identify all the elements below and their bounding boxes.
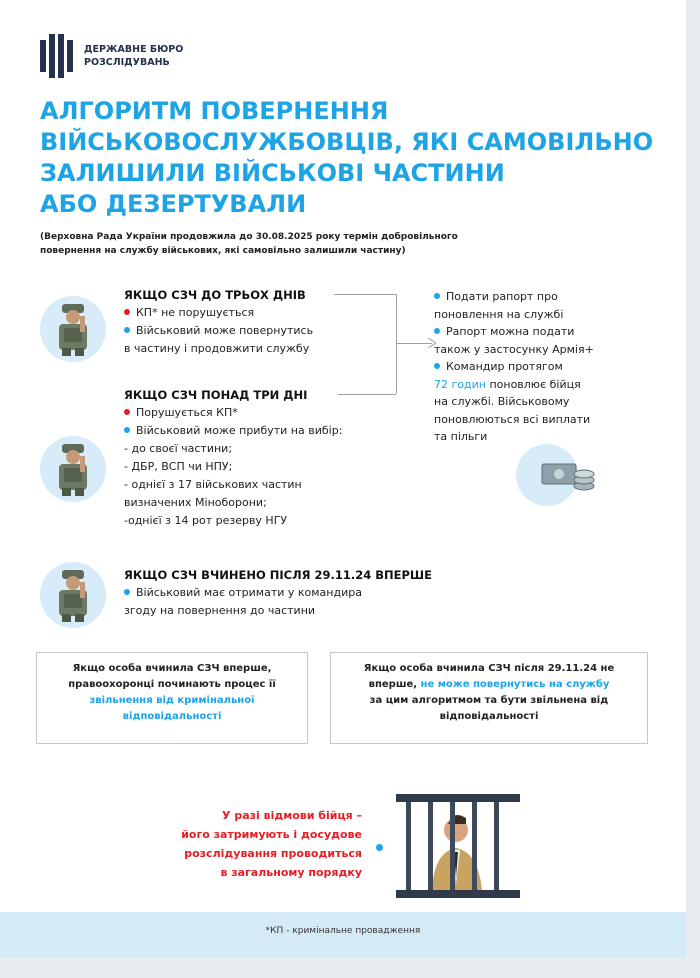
repeat-box-highlight: не може повернутись на службу xyxy=(420,679,610,690)
case3-item-1-cont: згоду на повернення до частини xyxy=(124,604,316,617)
page-title xyxy=(40,96,654,220)
procedure-step-3 xyxy=(434,358,656,376)
procedure-step-1 xyxy=(434,288,656,306)
case2-option-1: - до своєї частини; xyxy=(124,442,233,455)
subtitle-line-1: (Верховна Рада України продовжила до 30.08.2025 року термін добровільного xyxy=(40,232,458,242)
first-time-box-line-2: правоохоронці починають процес її xyxy=(68,679,276,690)
procedure-step-1-cont: поновлення на службі xyxy=(434,307,564,321)
title-line-1: АЛГОРИТМ ПОВЕРНЕННЯ xyxy=(40,97,389,125)
procedure-step-2-cont: також у застосунку Армія+ xyxy=(434,342,594,356)
case1-item-2 xyxy=(124,322,394,340)
blue-bullet-icon xyxy=(376,844,383,851)
brand-line-1: ДЕРЖАВНЕ БЮРО xyxy=(84,44,184,55)
procedure-step-3-line-5: та пільги xyxy=(434,430,488,443)
procedure-step-3-text: Командир протягом xyxy=(446,360,563,373)
case1-heading: ЯКЩО СЗЧ ДО ТРЬОХ ДНІВ xyxy=(124,288,306,302)
case2-item-2 xyxy=(124,422,424,440)
first-time-box-highlight-1: звільнення від кримінальної xyxy=(89,695,255,706)
first-time-box-line-1: Якщо особа вчинила СЗЧ вперше, xyxy=(72,663,272,674)
blue-bullet-icon xyxy=(434,328,440,334)
footer xyxy=(0,912,686,958)
blue-bullet-icon xyxy=(124,589,130,595)
soldier-icon xyxy=(40,436,106,502)
repeat-box-line-2 xyxy=(341,677,637,693)
procedure-step-1-text: Подати рапорт про xyxy=(446,290,558,303)
title-line-2: ВІЙСЬКОВОСЛУЖБОВЦІВ, ЯКІ САМОВІЛЬНО xyxy=(40,128,654,156)
procedure-step-3-line-2 xyxy=(434,376,656,394)
case3-item-1-text: Військовий має отримати у командира xyxy=(136,586,362,599)
blue-bullet-icon xyxy=(434,363,440,369)
case-over-three-days xyxy=(124,386,424,530)
case1-item-1 xyxy=(124,304,394,322)
refusal-line-1: У разі відмови бійця – xyxy=(222,809,362,822)
title-line-3: ЗАЛИШИЛИ ВІЙСЬКОВІ ЧАСТИНИ xyxy=(40,159,505,187)
connector-arrow xyxy=(396,343,432,344)
title-line-4: АБО ДЕЗЕРТУВАЛИ xyxy=(40,190,307,218)
blue-bullet-icon xyxy=(124,427,130,433)
case-under-three-days xyxy=(124,286,394,358)
blue-bullet-icon xyxy=(434,293,440,299)
return-procedure xyxy=(434,288,656,446)
case2-option-2: - ДБР, ВСП чи НПУ; xyxy=(124,460,233,473)
red-bullet-icon xyxy=(124,309,130,315)
case-after-date-first-time xyxy=(124,566,484,620)
case2-option-3-cont: визначених Міноборони; xyxy=(124,496,267,509)
soldier-icon xyxy=(40,296,106,362)
hours-highlight: 72 годин xyxy=(434,377,486,391)
procedure-step-3-line-4: поновлюються всі виплати xyxy=(434,412,591,426)
repeat-box-line-4: відповідальності xyxy=(439,711,539,722)
soldier-icon xyxy=(40,562,106,628)
blue-bullet-icon xyxy=(124,327,130,333)
refusal-line-4: в загальному порядку xyxy=(220,866,362,879)
case1-item-2-cont: в частину і продовжити службу xyxy=(124,342,310,355)
procedure-step-2 xyxy=(434,323,656,341)
case3-heading: ЯКЩО СЗЧ ВЧИНЕНО ПІСЛЯ 29.11.24 ВПЕРШЕ xyxy=(124,568,432,582)
subtitle-line-2: повернення на службу військових, які самовільно залишили частину) xyxy=(40,246,406,256)
procedure-step-3-line-2-text: поновлює бійця xyxy=(485,377,581,391)
connector-line xyxy=(396,294,397,394)
dbr-logo-icon xyxy=(40,34,74,78)
case2-item-1 xyxy=(124,404,424,422)
repeat-box-line-1: Якщо особа вчинила СЗЧ після 29.11.24 не xyxy=(363,663,615,674)
money-icon xyxy=(516,444,578,506)
case1-item-2-text: Військовий може повернутись xyxy=(136,324,314,337)
case2-item-2-text: Військовий може прибути на вибір: xyxy=(136,424,343,437)
brand-line-2: РОЗСЛІДУВАНЬ xyxy=(84,57,170,68)
refusal-line-3: розслідування проводиться xyxy=(184,847,362,860)
case2-option-4: -однієї з 14 рот резерву НГУ xyxy=(124,514,288,527)
refusal-note xyxy=(100,806,362,882)
case2-option-3: - однієї з 17 військових частин xyxy=(124,478,302,491)
footnote: *КП - кримінальне провадження xyxy=(265,926,421,936)
case1-item-1-text: КП* не порушується xyxy=(136,306,255,319)
procedure-step-2-text: Рапорт можна подати xyxy=(446,325,575,338)
connector-line xyxy=(334,294,396,295)
case2-item-1-text: Порушується КП* xyxy=(136,406,238,419)
dbr-logo xyxy=(40,34,183,78)
procedure-step-3-line-3: на службі. Військовому xyxy=(434,395,570,408)
repeat-offense-box xyxy=(330,652,648,744)
refusal-line-2: його затримують і досудове xyxy=(181,828,362,841)
case3-item-1 xyxy=(124,584,484,602)
first-time-box-highlight-2: відповідальності xyxy=(122,711,222,722)
repeat-box-line-2-text: вперше, xyxy=(368,679,421,690)
prison-bars-icon xyxy=(396,794,520,898)
subtitle xyxy=(40,230,600,258)
first-time-box xyxy=(36,652,308,744)
case2-heading: ЯКЩО СЗЧ ПОНАД ТРИ ДНІ xyxy=(124,388,308,402)
red-bullet-icon xyxy=(124,409,130,415)
dbr-logo-text xyxy=(84,43,183,69)
repeat-box-line-3: за цим алгоритмом та бути звільнена від xyxy=(369,695,609,706)
